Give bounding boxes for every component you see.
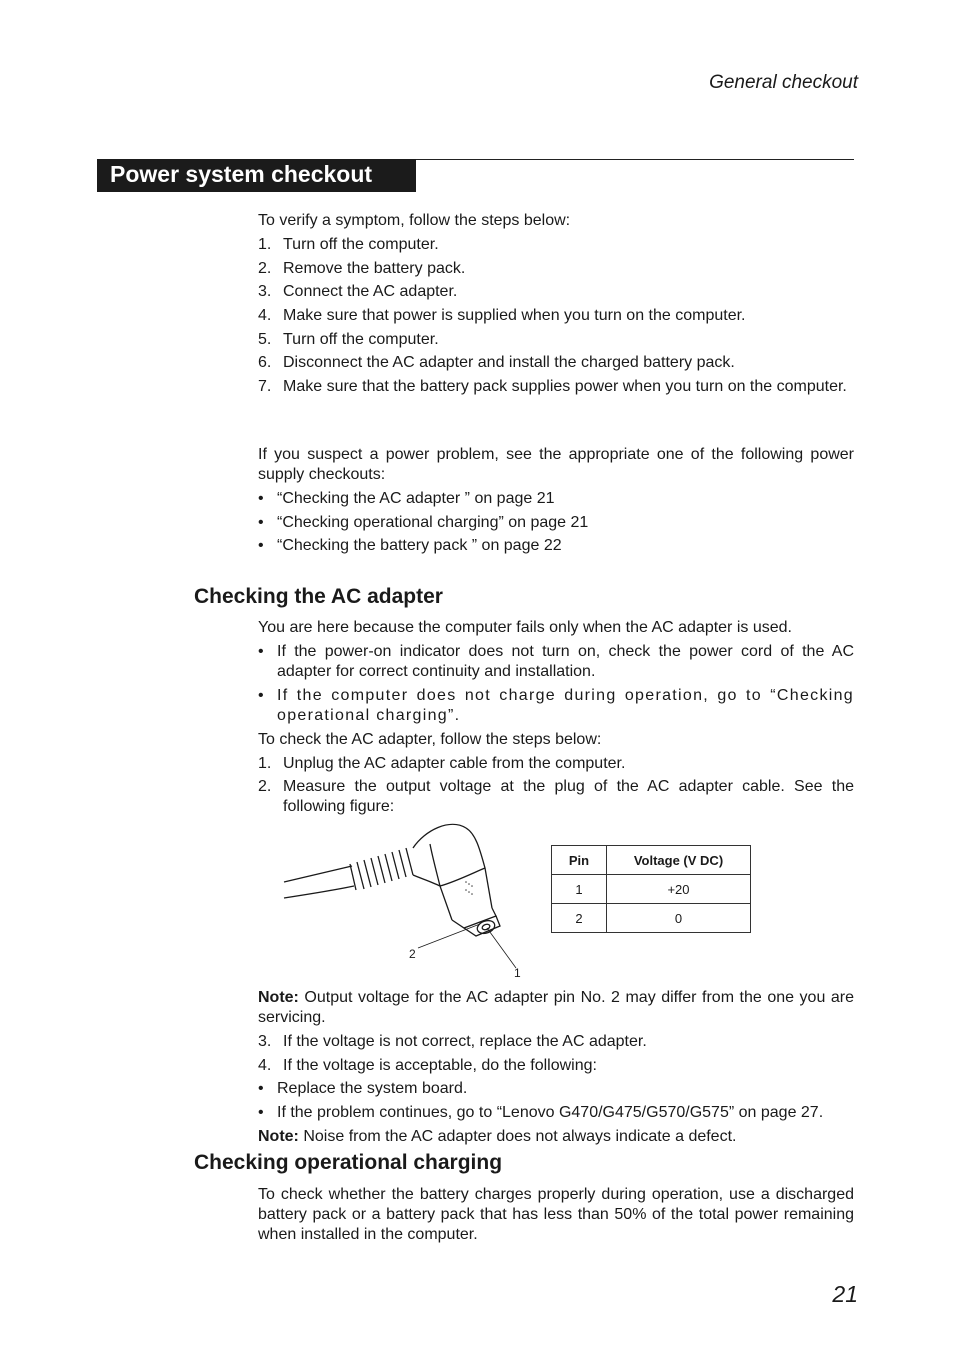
ac-steps-intro: To check the AC adapter, follow the steps below: — [258, 731, 602, 748]
step-number: 2. — [258, 260, 272, 277]
charging-paragraph: To check whether the battery charges properly during operation, use a discharged battery pack or a battery pack that has less than 50% of the total power remaining when installed in the computer. — [258, 1186, 854, 1243]
step-number: 1. — [258, 755, 272, 772]
section-heading-ac-adapter: Checking the AC adapter — [194, 585, 443, 608]
checkout-link[interactable]: “Checking the battery pack ” on page 22 — [277, 537, 562, 554]
step-number: 6. — [258, 354, 272, 371]
bullet-marker: • — [258, 687, 264, 704]
step-number: 4. — [258, 1057, 272, 1074]
note-text: Output voltage for the AC adapter pin No. 2 may differ from the one you are servicing. — [258, 989, 854, 1026]
note-text: Noise from the AC adapter does not always indicate a defect. — [298, 1128, 737, 1145]
note-label: Note: — [258, 989, 299, 1006]
page-number: 21 — [832, 1281, 858, 1307]
step-text: Make sure that the battery pack supplies power when you turn on the computer. — [283, 378, 847, 395]
step-number: 2. — [258, 778, 272, 795]
step-number: 4. — [258, 307, 272, 324]
note-noise — [258, 1127, 854, 1147]
ac-intro: You are here because the computer fails only when the AC adapter is used. — [258, 619, 792, 636]
figure-label-pin: 2 — [409, 947, 416, 961]
step-text: Turn off the computer. — [283, 331, 439, 348]
table-cell: 0 — [607, 904, 751, 933]
table-header-cell: Pin — [552, 846, 607, 875]
note-output-voltage — [258, 988, 854, 1028]
table-cell: 1 — [552, 875, 607, 904]
table-header-cell: Voltage (V DC) — [607, 846, 751, 875]
table-cell: +20 — [607, 875, 751, 904]
step-number: 3. — [258, 283, 272, 300]
checkout-link[interactable]: “Checking the AC adapter ” on page 21 — [277, 490, 555, 507]
suspect-paragraph: If you suspect a power problem, see the appropriate one of the following power supply checkouts: — [258, 446, 854, 483]
bullet-marker: • — [258, 490, 264, 507]
bullet-marker: • — [258, 1080, 264, 1097]
step-number: 5. — [258, 331, 272, 348]
step-number: 7. — [258, 378, 272, 395]
step-text: Unplug the AC adapter cable from the computer. — [283, 755, 626, 772]
page-title: Power system checkout — [97, 159, 416, 192]
step-text: If the voltage is not correct, replace the AC adapter. — [283, 1033, 647, 1050]
checkout-link[interactable]: “Checking operational charging” on page 21 — [277, 514, 589, 531]
running-header: General checkout — [709, 72, 858, 93]
step-text: Remove the battery pack. — [283, 260, 466, 277]
intro-text: To verify a symptom, follow the steps below: — [258, 212, 571, 229]
table-header-row — [552, 846, 751, 875]
ac-bullet: If the power-on indicator does not turn on, check the power cord of the AC adapter for correct continuity and installation. — [277, 643, 854, 680]
step-text: Turn off the computer. — [283, 236, 439, 253]
step-text: Make sure that power is supplied when you turn on the computer. — [283, 307, 746, 324]
step-text: Measure the output voltage at the plug of the AC adapter cable. See the following figure: — [283, 778, 854, 815]
step-text: If the voltage is acceptable, do the following: — [283, 1057, 597, 1074]
bullet-marker: • — [258, 537, 264, 554]
ac-bullet: If the computer does not charge during operation, go to “Checking operational charging”. — [277, 687, 854, 724]
bullet-marker: • — [258, 1104, 264, 1121]
header-rule — [415, 159, 854, 160]
note-label: Note: — [258, 1128, 299, 1145]
bullet-marker: • — [258, 643, 264, 660]
table-row — [552, 904, 751, 933]
step-number: 3. — [258, 1033, 272, 1050]
bullet-marker: • — [258, 514, 264, 531]
figure-label-pin: 1 — [514, 966, 521, 980]
table-row — [552, 875, 751, 904]
step-number: 1. — [258, 236, 272, 253]
action-bullet: Replace the system board. — [277, 1080, 468, 1097]
pin-voltage-table — [551, 845, 751, 933]
step-text: Connect the AC adapter. — [283, 283, 458, 300]
ac-adapter-plug-figure — [280, 820, 520, 985]
step-text: Disconnect the AC adapter and install the charged battery pack. — [283, 354, 735, 371]
action-bullet: If the problem continues, go to “Lenovo G470/G475/G570/G575” on page 27. — [277, 1104, 824, 1121]
table-cell: 2 — [552, 904, 607, 933]
section-heading-operational-charging: Checking operational charging — [194, 1151, 503, 1174]
